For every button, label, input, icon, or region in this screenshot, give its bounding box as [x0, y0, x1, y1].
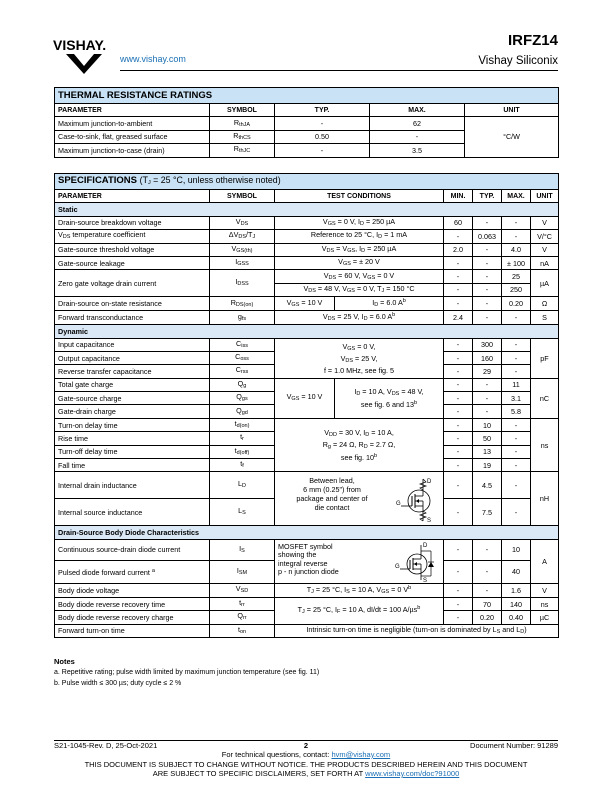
col-typ: TYP. [473, 190, 502, 203]
param: Gate-drain charge [55, 405, 210, 418]
max: 3.1 [502, 392, 531, 405]
symbol: $t_{rr}$ [210, 597, 275, 610]
param: Body diode reverse recovery charge [55, 611, 210, 624]
test-condition: $V_{GS} = 0$ V, $I_D = 250$ µA [275, 216, 444, 229]
typ: - [473, 216, 502, 229]
svg-text:G: G [396, 501, 401, 508]
min: - [444, 459, 473, 472]
symbol: $Q_g$ [210, 378, 275, 391]
table-row [55, 539, 559, 560]
param: Input capacitance [55, 338, 210, 351]
test-condition: $V_{DS} = 25$ V, $I_D = 6.0$ $A^b$ [275, 311, 444, 325]
param: Pulsed diode forward current $^a$ [55, 560, 210, 583]
symbol: $L_S$ [210, 499, 275, 526]
unit: V [531, 583, 559, 597]
param: Continuous source-drain diode current [55, 539, 210, 560]
test-condition: $I_D = 10$ A, $V_{DS} = 48$ V, see fig. 6 and 13$^b$ [335, 378, 444, 418]
disclaimer-line-1: THIS DOCUMENT IS SUBJECT TO CHANGE WITHOUT NOTICE. THE PRODUCTS DESCRIBED HEREIN AND THIS DOCUMENT [84, 760, 528, 769]
typ: 300 [473, 338, 502, 351]
symbol: $t_r$ [210, 432, 275, 445]
param: Maximum junction-to-case (drain) [55, 144, 210, 157]
min: - [444, 270, 473, 283]
max: - [502, 459, 531, 472]
symbol: $\Delta V_{DS}/T_J$ [210, 230, 275, 243]
unit: ns [531, 597, 559, 610]
param: Turn-off delay time [55, 445, 210, 458]
table-row [55, 297, 559, 311]
symbol: $R_{thJA}$ [210, 117, 275, 130]
min: - [444, 256, 473, 269]
min: - [444, 499, 473, 526]
symbol: $I_S$ [210, 539, 275, 560]
unit: ns [531, 418, 559, 472]
col-parameter: PARAMETER [55, 190, 210, 203]
param: Internal drain inductance [55, 472, 210, 499]
typ: 29 [473, 365, 502, 378]
min: - [444, 432, 473, 445]
col-min: MIN. [444, 190, 473, 203]
col-test-conditions: TEST CONDITIONS [275, 190, 444, 203]
min: 2.4 [444, 311, 473, 325]
symbol: $I_{SM}$ [210, 560, 275, 583]
vishay-logo [52, 36, 116, 76]
disclaimer-line-2: ARE SUBJECT TO SPECIFIC DISCLAIMERS, SET FORTH AT www.vishay.com/doc?91000 [152, 769, 460, 778]
test-condition: $V_{GS}$ = ± 20 V [275, 256, 444, 269]
typ: 0.50 [275, 130, 370, 143]
col-max: MAX. [370, 104, 465, 117]
typ: 7.5 [473, 499, 502, 526]
section-static: Static [55, 203, 559, 216]
test-condition: $V_{GS} = 10$ V [275, 378, 335, 418]
typ: - [473, 243, 502, 256]
table-row [55, 117, 559, 130]
notes-title: Notes [54, 657, 75, 666]
unit: S [531, 311, 559, 325]
typ: 10 [473, 418, 502, 431]
svg-text:D: D [423, 542, 428, 549]
table-row [55, 597, 559, 610]
thermal-resistance-table [54, 87, 559, 158]
param: Case-to-sink, flat, greased surface [55, 130, 210, 143]
part-number: IRFZ14 [507, 32, 558, 49]
website-link[interactable]: www.vishay.com [120, 54, 186, 64]
max: - [502, 499, 531, 526]
table-row [55, 216, 559, 229]
typ: 13 [473, 445, 502, 458]
param: Fall time [55, 459, 210, 472]
min: - [444, 378, 473, 391]
test-condition: $V_{DD} = 30$ V, $I_D = 10$ A, $R_g = 24$ Ω, $R_D = 2.7$ Ω, see fig. 10$^b$ [275, 418, 444, 472]
param: Drain-source on-state resistance [55, 297, 210, 311]
note-a: a. Repetitive rating; pulse width limited by maximum junction temperature (see fig. 11) [54, 669, 320, 676]
param: $V_{DS}$ temperature coefficient [55, 230, 210, 243]
test-condition: $V_{DS} = V_{GS}$, $I_D = 250$ µA [275, 243, 444, 256]
param: Body diode reverse recovery time [55, 597, 210, 610]
max: - [502, 472, 531, 499]
param: Forward transconductance [55, 311, 210, 325]
param: Output capacitance [55, 351, 210, 364]
svg-text:S: S [427, 518, 432, 524]
section-body-diode: Drain-Source Body Diode Characteristics [55, 526, 559, 539]
typ: - [473, 311, 502, 325]
param: Forward turn-on time [55, 624, 210, 637]
test-condition: $V_{GS} = 10$ V [275, 297, 335, 311]
max: 62 [370, 117, 465, 130]
table-row [55, 230, 559, 243]
min: - [444, 297, 473, 311]
min: - [444, 230, 473, 243]
symbol: $Q_{rr}$ [210, 611, 275, 624]
min: - [444, 472, 473, 499]
max: 25 [502, 270, 531, 283]
test-condition: $V_{DS} = 60$ V, $V_{GS} = 0$ V [275, 270, 444, 283]
min: - [444, 539, 473, 560]
symbol: $C_{iss}$ [210, 338, 275, 351]
max: - [502, 230, 531, 243]
symbol: $t_{d(on)}$ [210, 418, 275, 431]
param: Maximum junction-to-ambient [55, 117, 210, 130]
symbol: $R_{DS(on)}$ [210, 297, 275, 311]
symbol: $I_{GSS}$ [210, 256, 275, 269]
symbol: $V_{GS(th)}$ [210, 243, 275, 256]
table-row [55, 270, 559, 283]
min: - [444, 392, 473, 405]
col-symbol: SYMBOL [210, 104, 275, 117]
max: 1.6 [502, 583, 531, 597]
symbol: $t_{on}$ [210, 624, 275, 637]
min: - [444, 560, 473, 583]
note-b: b. Pulse width ≤ 300 µs; duty cycle ≤ 2 % [54, 680, 182, 687]
max: - [502, 351, 531, 364]
symbol: $R_{thCS}$ [210, 130, 275, 143]
svg-text:VISHAY.: VISHAY. [53, 37, 107, 53]
symbol: $C_{rss}$ [210, 365, 275, 378]
table-row [55, 256, 559, 269]
typ: 0.20 [473, 611, 502, 624]
svg-text:D: D [427, 479, 432, 486]
col-symbol: SYMBOL [210, 190, 275, 203]
typ: 70 [473, 597, 502, 610]
unit: V [531, 243, 559, 256]
page-number: 2 [303, 741, 309, 750]
symbol: $V_{DS}$ [210, 216, 275, 229]
max: - [502, 338, 531, 351]
contact-line: For technical questions, contact: hvm@vishay.com [221, 750, 391, 759]
test-condition: $V_{DS} = 48$ V, $V_{GS} = 0$ V, $T_J = 150$ °C [275, 283, 444, 296]
max: 0.20 [502, 297, 531, 311]
param: Gate-source threshold voltage [55, 243, 210, 256]
max: 140 [502, 597, 531, 610]
max: - [502, 432, 531, 445]
test-condition: Reference to 25 °C, $I_D = 1$ mA [275, 230, 444, 243]
max: 250 [502, 283, 531, 296]
symbol: $Q_{gs}$ [210, 392, 275, 405]
max: - [502, 418, 531, 431]
param: Body diode voltage [55, 583, 210, 597]
min: - [444, 583, 473, 597]
min: - [444, 611, 473, 624]
test-condition: MOSFET symbol showing the integral reverse p - n junction diode D G S [275, 539, 444, 583]
test-condition: Intrinsic turn-on time is negligible (turn-on is dominated by $L_S$ and $L_D$) [275, 624, 559, 637]
table-row [55, 378, 559, 391]
typ: - [473, 270, 502, 283]
typ: 50 [473, 432, 502, 445]
header-rule [120, 70, 558, 71]
typ: - [473, 560, 502, 583]
typ: 19 [473, 459, 502, 472]
max: 4.0 [502, 243, 531, 256]
mosfet-symbol-icon [395, 475, 439, 523]
max: 10 [502, 539, 531, 560]
max: 3.5 [370, 144, 465, 157]
param: Reverse transfer capacitance [55, 365, 210, 378]
svg-text:S: S [423, 577, 428, 582]
unit: µC [531, 611, 559, 624]
max: ± 100 [502, 256, 531, 269]
typ: - [275, 144, 370, 157]
unit: nH [531, 472, 559, 526]
symbol: $Q_{gd}$ [210, 405, 275, 418]
unit: Ω [531, 297, 559, 311]
min: - [444, 338, 473, 351]
notes [54, 656, 319, 689]
thermal-title: THERMAL RESISTANCE RATINGS [55, 88, 559, 104]
svg-text:G: G [395, 563, 400, 570]
typ: - [473, 583, 502, 597]
param: Gate-source leakage [55, 256, 210, 269]
max: 5.8 [502, 405, 531, 418]
unit: pF [531, 338, 559, 378]
typ: - [473, 539, 502, 560]
typ: - [275, 117, 370, 130]
typ: - [473, 256, 502, 269]
min: 2.0 [444, 243, 473, 256]
symbol: $t_f$ [210, 459, 275, 472]
typ: 4.5 [473, 472, 502, 499]
max: - [502, 311, 531, 325]
symbol: $V_{SD}$ [210, 583, 275, 597]
min: - [444, 418, 473, 431]
table-row [55, 583, 559, 597]
section-dynamic: Dynamic [55, 325, 559, 338]
param: Rise time [55, 432, 210, 445]
table-row [55, 243, 559, 256]
table-row [55, 338, 559, 351]
max: - [502, 445, 531, 458]
typ: 160 [473, 351, 502, 364]
symbol: $I_{DSS}$ [210, 270, 275, 297]
typ: - [473, 405, 502, 418]
test-condition: $V_{GS} = 0$ V, $V_{DS} = 25$ V, f = 1.0 MHz, see fig. 5 [275, 338, 444, 378]
typ: - [473, 297, 502, 311]
table-row [55, 418, 559, 431]
min: - [444, 597, 473, 610]
min: - [444, 405, 473, 418]
symbol: $R_{thJC}$ [210, 144, 275, 157]
symbol: $t_{d(off)}$ [210, 445, 275, 458]
symbol: $g_{fs}$ [210, 311, 275, 325]
col-parameter: PARAMETER [55, 104, 210, 117]
typ: 0.063 [473, 230, 502, 243]
unit: V/°C [531, 230, 559, 243]
unit: nC [531, 378, 559, 418]
param: Total gate charge [55, 378, 210, 391]
param: Turn-on delay time [55, 418, 210, 431]
col-unit: UNIT [465, 104, 559, 117]
symbol: $L_D$ [210, 472, 275, 499]
max: 40 [502, 560, 531, 583]
contact-email-link[interactable]: hvm@vishay.com [331, 750, 391, 759]
min: 60 [444, 216, 473, 229]
param: Internal source inductance [55, 499, 210, 526]
unit: °C/W [465, 117, 559, 157]
manufacturer: Vishay Siliconix [478, 55, 558, 67]
col-max: MAX. [502, 190, 531, 203]
col-typ: TYP. [275, 104, 370, 117]
max: - [370, 130, 465, 143]
disclaimer-link[interactable]: www.vishay.com/doc?91000 [365, 769, 460, 778]
revision: S21-1045-Rev. D, 25-Oct-2021 [54, 741, 158, 750]
max: - [502, 216, 531, 229]
min: - [444, 351, 473, 364]
max: - [502, 365, 531, 378]
min: - [444, 283, 473, 296]
mosfet-diode-symbol-icon [395, 542, 439, 582]
typ: - [473, 283, 502, 296]
min: - [444, 365, 473, 378]
document-number: Document Number: 91289 [470, 741, 558, 750]
param: Gate-source charge [55, 392, 210, 405]
table-row [55, 311, 559, 325]
min: - [444, 445, 473, 458]
unit: µA [531, 270, 559, 297]
table-row [55, 472, 559, 499]
specs-title: SPECIFICATIONS ($T_J = 25$ °C, unless otherwise noted) [55, 174, 559, 190]
param: Drain-source breakdown voltage [55, 216, 210, 229]
test-condition: Between lead, 6 mm (0.25") from package and center of die contact D G S [275, 472, 444, 526]
unit: A [531, 539, 559, 583]
param: Zero gate voltage drain current [55, 270, 210, 297]
max: 11 [502, 378, 531, 391]
specifications-table [54, 173, 559, 638]
typ: - [473, 378, 502, 391]
symbol: $C_{oss}$ [210, 351, 275, 364]
test-condition: $T_J = 25$ °C, $I_F = 10$ A, dI/dt = 100 A/µs$^b$ [275, 597, 444, 624]
col-unit: UNIT [531, 190, 559, 203]
table-row [55, 624, 559, 637]
max: 0.40 [502, 611, 531, 624]
unit: nA [531, 256, 559, 269]
test-condition: $I_D = 6.0$ $A^b$ [335, 297, 444, 311]
typ: - [473, 392, 502, 405]
unit: V [531, 216, 559, 229]
test-condition: $T_J = 25$ °C, $I_S = 10$ A, $V_{GS} = 0$ $V^b$ [275, 583, 444, 597]
